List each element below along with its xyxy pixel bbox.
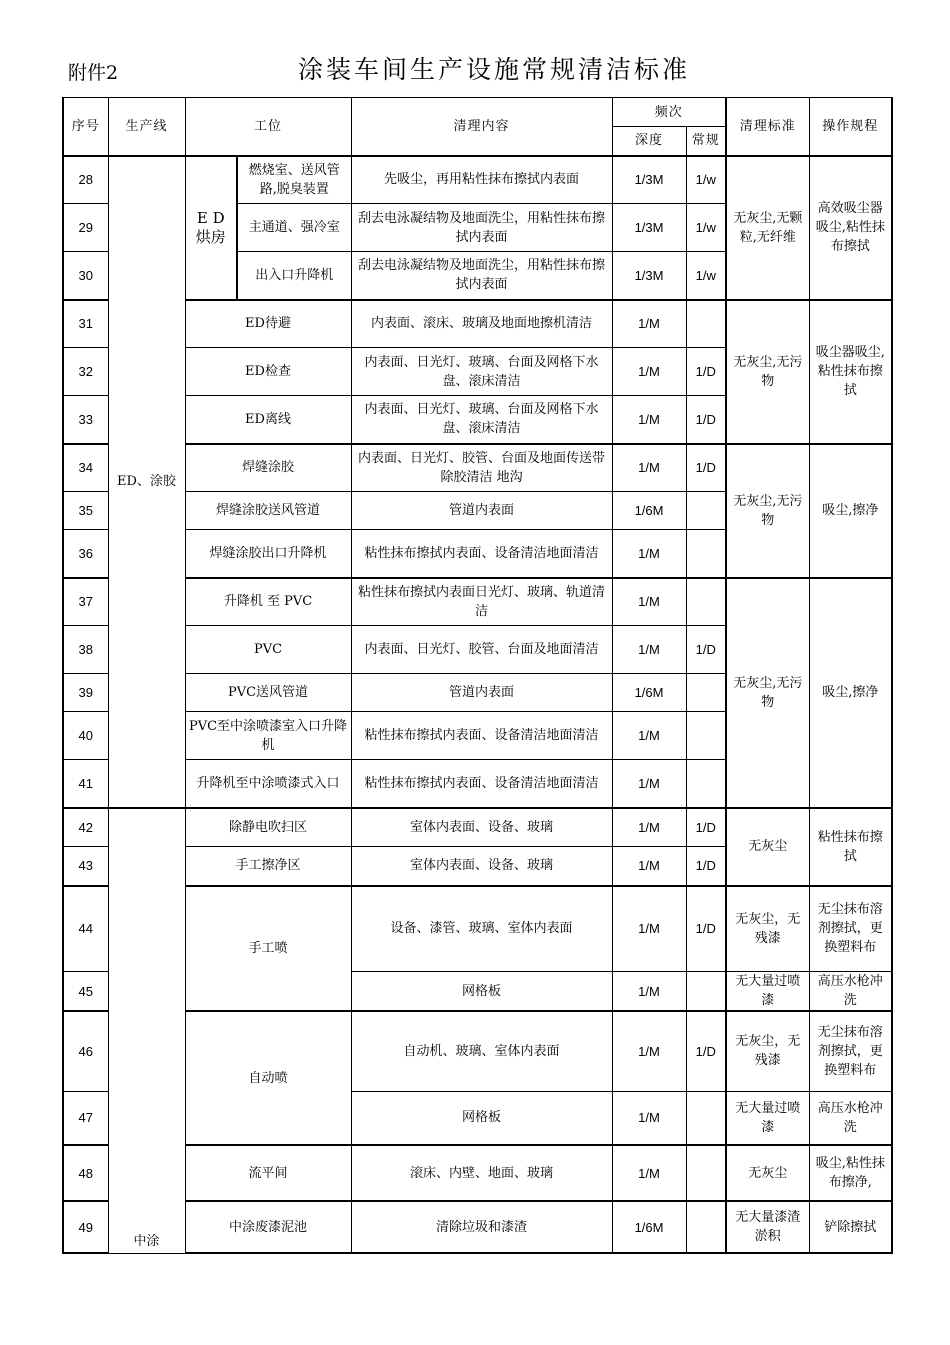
deep-frequency: 1/M (612, 847, 686, 886)
standard-cell: 无大量过喷漆 (726, 1091, 809, 1145)
standard-cell: 无灰尘,无污物 (726, 444, 809, 578)
header-seq: 序号 (63, 98, 108, 156)
deep-frequency: 1/M (612, 886, 686, 972)
table-row (63, 300, 892, 348)
station-cell: 自动喷 (185, 1011, 351, 1145)
regular-frequency: 1/w (686, 252, 726, 300)
header-deep: 深度 (612, 127, 686, 156)
regular-frequency: 1/D (686, 808, 726, 847)
deep-frequency: 1/6M (612, 1201, 686, 1253)
standard-cell: 无大量漆渣淤积 (726, 1201, 809, 1253)
deep-frequency: 1/M (612, 396, 686, 444)
deep-frequency: 1/M (612, 578, 686, 626)
regular-frequency (686, 760, 726, 808)
content-cell: 管道内表面 (351, 492, 612, 530)
row-number: 36 (63, 530, 108, 578)
row-number: 43 (63, 847, 108, 886)
row-number: 42 (63, 808, 108, 847)
content-cell: 室体内表面、设备、玻璃 (351, 808, 612, 847)
deep-frequency: 1/M (612, 808, 686, 847)
regular-frequency: 1/w (686, 156, 726, 204)
row-number: 38 (63, 626, 108, 674)
standard-cell: 无灰尘 (726, 1145, 809, 1201)
deep-frequency: 1/M (612, 444, 686, 492)
deep-frequency: 1/M (612, 972, 686, 1012)
deep-frequency: 1/M (612, 300, 686, 348)
table-row (63, 1145, 892, 1201)
row-number: 30 (63, 252, 108, 300)
deep-frequency: 1/M (612, 712, 686, 760)
row-number: 28 (63, 156, 108, 204)
procedure-cell: 无尘抹布溶剂擦拭，更换塑料布 (809, 1011, 892, 1091)
regular-frequency (686, 674, 726, 712)
standard-cell: 无灰尘,无颗粒,无纤维 (726, 156, 809, 300)
content-cell: 先吸尘，再用粘性抹布擦拭内表面 (351, 156, 612, 204)
content-cell: 内表面、日光灯、胶管、台面及地面传送带除胶清洁 地沟 (351, 444, 612, 492)
row-number: 45 (63, 972, 108, 1012)
row-number: 29 (63, 204, 108, 252)
standard-cell: 无大量过喷漆 (726, 972, 809, 1012)
station-cell: 除静电吹扫区 (185, 808, 351, 847)
table-row (63, 886, 892, 972)
content-cell: 刮去电泳凝结物及地面洗尘，用粘性抹布擦拭内表面 (351, 252, 612, 300)
row-number: 49 (63, 1201, 108, 1253)
procedure-cell: 吸尘,擦净 (809, 578, 892, 808)
deep-frequency: 1/3M (612, 204, 686, 252)
station-cell: 升降机 至 PVC (185, 578, 351, 626)
content-cell: 清除垃圾和漆渣 (351, 1201, 612, 1253)
header-station: 工位 (185, 98, 351, 156)
content-cell: 滚床、内壁、地面、玻璃 (351, 1145, 612, 1201)
station-cell: 出入口升降机 (237, 252, 351, 300)
content-cell: 粘性抹布擦拭内表面、设备清洁地面清洁 (351, 760, 612, 808)
standard-cell: 无灰尘，无残漆 (726, 886, 809, 972)
regular-frequency (686, 1091, 726, 1145)
station-cell: 中涂废漆泥池 (185, 1201, 351, 1253)
content-cell: 粘性抹布擦拭内表面、设备清洁地面清洁 (351, 712, 612, 760)
header-regular: 常规 (686, 127, 726, 156)
regular-frequency (686, 1201, 726, 1253)
content-cell: 设备、漆管、玻璃、室体内表面 (351, 886, 612, 972)
standard-cell: 无灰尘,无污物 (726, 300, 809, 444)
row-number: 31 (63, 300, 108, 348)
content-cell: 网格板 (351, 1091, 612, 1145)
standard-cell: 无灰尘,无污物 (726, 578, 809, 808)
header-procedure: 操作规程 (809, 98, 892, 156)
station-cell: 焊缝涂胶送风管道 (185, 492, 351, 530)
content-cell: 室体内表面、设备、玻璃 (351, 847, 612, 886)
station-cell: PVC (185, 626, 351, 674)
station-cell: 主通道、强冷室 (237, 204, 351, 252)
row-number: 37 (63, 578, 108, 626)
deep-frequency: 1/M (612, 1011, 686, 1091)
table-row (63, 444, 892, 492)
regular-frequency: 1/D (686, 626, 726, 674)
station-cell: 焊缝涂胶出口升降机 (185, 530, 351, 578)
header-row (63, 98, 892, 127)
header-frequency: 频次 (612, 98, 726, 127)
deep-frequency: 1/M (612, 760, 686, 808)
station-cell: 焊缝涂胶 (185, 444, 351, 492)
regular-frequency: 1/w (686, 204, 726, 252)
deep-frequency: 1/6M (612, 674, 686, 712)
station-cell: ED离线 (185, 396, 351, 444)
procedure-cell: 高效吸尘器吸尘,粘性抹布擦拭 (809, 156, 892, 300)
row-number: 48 (63, 1145, 108, 1201)
header-line: 生产线 (108, 98, 185, 156)
station-cell: PVC送风管道 (185, 674, 351, 712)
station-cell: ED检查 (185, 348, 351, 396)
procedure-cell: 吸尘,粘性抹布擦净, (809, 1145, 892, 1201)
deep-frequency: 1/M (612, 348, 686, 396)
station-cell: 升降机至中涂喷漆式入口 (185, 760, 351, 808)
cleaning-standard-table (62, 97, 893, 1254)
row-number: 47 (63, 1091, 108, 1145)
regular-frequency (686, 972, 726, 1012)
deep-frequency: 1/M (612, 626, 686, 674)
station-cell: 手工喷 (185, 886, 351, 1012)
procedure-cell: 铲除擦拭 (809, 1201, 892, 1253)
regular-frequency (686, 1145, 726, 1201)
content-cell: 内表面、日光灯、玻璃、台面及网格下水盘、滚床清洁 (351, 348, 612, 396)
deep-frequency: 1/3M (612, 156, 686, 204)
row-number: 34 (63, 444, 108, 492)
procedure-cell: 高压水枪冲洗 (809, 1091, 892, 1145)
row-number: 41 (63, 760, 108, 808)
deep-frequency: 1/M (612, 530, 686, 578)
station-cell: 流平间 (185, 1145, 351, 1201)
deep-frequency: 1/M (612, 1091, 686, 1145)
group-ed-oven: E D 烘房 (185, 156, 237, 300)
regular-frequency (686, 530, 726, 578)
regular-frequency: 1/D (686, 886, 726, 972)
deep-frequency: 1/6M (612, 492, 686, 530)
line-ed-gluing: ED、涂胶 (108, 156, 185, 808)
deep-frequency: 1/3M (612, 252, 686, 300)
regular-frequency: 1/D (686, 444, 726, 492)
row-number: 33 (63, 396, 108, 444)
procedure-cell: 吸尘器吸尘,粘性抹布擦拭 (809, 300, 892, 444)
procedure-cell: 粘性抹布擦拭 (809, 808, 892, 886)
row-number: 39 (63, 674, 108, 712)
regular-frequency: 1/D (686, 396, 726, 444)
regular-frequency: 1/D (686, 348, 726, 396)
content-cell: 内表面、日光灯、胶管、台面及地面清洁 (351, 626, 612, 674)
table-row (63, 156, 892, 204)
row-number: 40 (63, 712, 108, 760)
regular-frequency: 1/D (686, 1011, 726, 1091)
content-cell: 内表面、日光灯、玻璃、台面及网格下水盘、滚床清洁 (351, 396, 612, 444)
content-cell: 粘性抹布擦拭内表面日光灯、玻璃、轨道清洁 (351, 578, 612, 626)
procedure-cell: 吸尘,擦净 (809, 444, 892, 578)
row-number: 32 (63, 348, 108, 396)
content-cell: 粘性抹布擦拭内表面、设备清洁地面清洁 (351, 530, 612, 578)
table-row (63, 578, 892, 626)
row-number: 44 (63, 886, 108, 972)
header-standard: 清理标准 (726, 98, 809, 156)
table-row (63, 808, 892, 847)
content-cell: 管道内表面 (351, 674, 612, 712)
content-cell: 自动机、玻璃、室体内表面 (351, 1011, 612, 1091)
row-number: 35 (63, 492, 108, 530)
standard-cell: 无灰尘 (726, 808, 809, 886)
attachment-label: 附件2 (68, 62, 119, 84)
station-cell: ED待避 (185, 300, 351, 348)
regular-frequency (686, 712, 726, 760)
content-cell: 刮去电泳凝结物及地面洗尘，用粘性抹布擦拭内表面 (351, 204, 612, 252)
content-cell: 网格板 (351, 972, 612, 1012)
deep-frequency: 1/M (612, 1145, 686, 1201)
content-cell: 内表面、滚床、玻璃及地面地擦机清洁 (351, 300, 612, 348)
table-row (63, 1201, 892, 1253)
station-cell: 手工擦净区 (185, 847, 351, 886)
procedure-cell: 高压水枪冲洗 (809, 972, 892, 1012)
header-content: 清理内容 (351, 98, 612, 156)
procedure-cell: 无尘抹布溶剂擦拭，更换塑料布 (809, 886, 892, 972)
station-cell: PVC至中涂喷漆室入口升降机 (185, 712, 351, 760)
line-mid-coat: 中涂 (108, 808, 185, 1254)
table-row (63, 1011, 892, 1091)
regular-frequency (686, 300, 726, 348)
page-title: 涂装车间生产设施常规清洁标准 (298, 55, 691, 84)
regular-frequency: 1/D (686, 847, 726, 886)
station-cell: 燃烧室、送风管路,脱臭装置 (237, 156, 351, 204)
standard-cell: 无灰尘，无残漆 (726, 1011, 809, 1091)
row-number: 46 (63, 1011, 108, 1091)
regular-frequency (686, 492, 726, 530)
regular-frequency (686, 578, 726, 626)
